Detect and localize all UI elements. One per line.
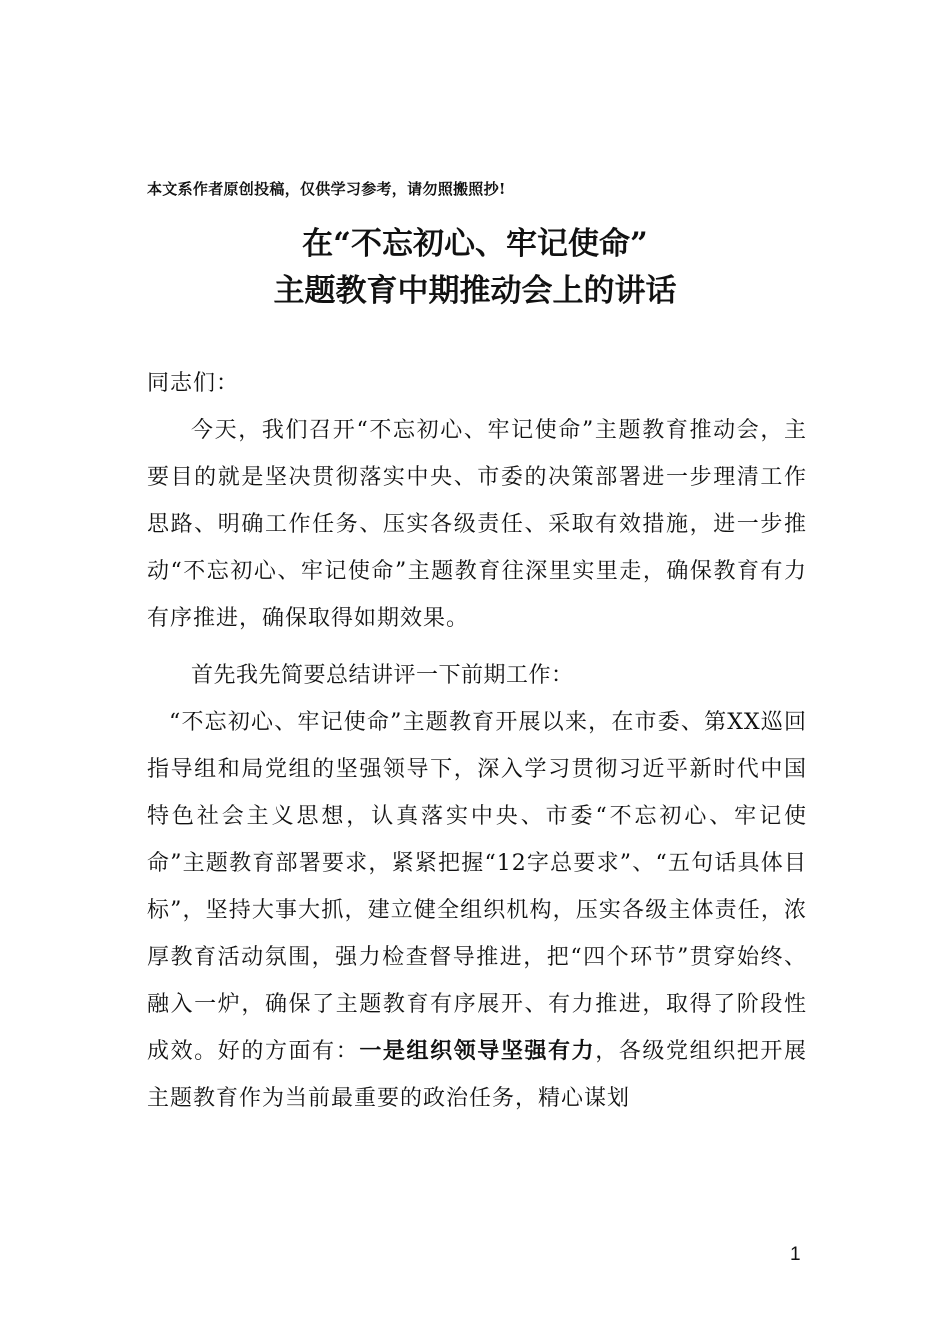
paragraph-intro: 今天，我们召开“不忘初心、牢记使命”主题教育推动会，主要目的就是坚决贯彻落实中央、市委的决策部署进一步理清工作思路、明确工作任务、压实各级责任、采取有效措施，进一步推动“不忘初心、牢记使命”主题教育往深里实里走，确保教育有力有序推进，确保取得如期效果。 — [147, 418, 807, 631]
paragraph-summary-bold-point: 一是组织领导坚强有力 — [359, 1038, 596, 1064]
copyright-notice: 本文系作者原创投稿，仅供学习参考，请勿照搬照抄! — [147, 180, 506, 198]
salutation: 同志们： — [147, 371, 240, 396]
document-body — [147, 360, 807, 1122]
paragraph-summary-text: “不忘初心、牢记使命”主题教育开展以来，在市委、第XX巡回指导组和局党组的坚强领导下，深入学习贯彻习近平新时代中国特色社会主义思想，认真落实中央、市委“不忘初心、牢记使命”主题教育部署要求，紧紧把握“12字总要求”、“五句话具体目标”，坚持大事大抓，建立健全组织机构，压实各级主体责任，浓厚教育活动氛围，强力检查督导推进，把“四个环节”贯穿始终、融入一炉，确保了主题教育有序展开、有力推进，取得了阶段性成效。好的方面有： — [147, 710, 807, 1064]
paragraph-summary-heading: 首先我先简要总结讲评一下前期工作： — [191, 663, 574, 688]
document-title-line-1: 在“不忘初心、牢记使命” — [302, 226, 648, 262]
paragraph-summary-text-continued: ，各级党组织把开展主题教育作为当前最重要的政治任务，精心谋划 — [147, 1039, 807, 1111]
page-number: 1 — [790, 1244, 801, 1265]
document-title-line-2: 主题教育中期推动会上的讲话 — [273, 273, 677, 309]
paragraph-summary — [147, 699, 807, 1122]
